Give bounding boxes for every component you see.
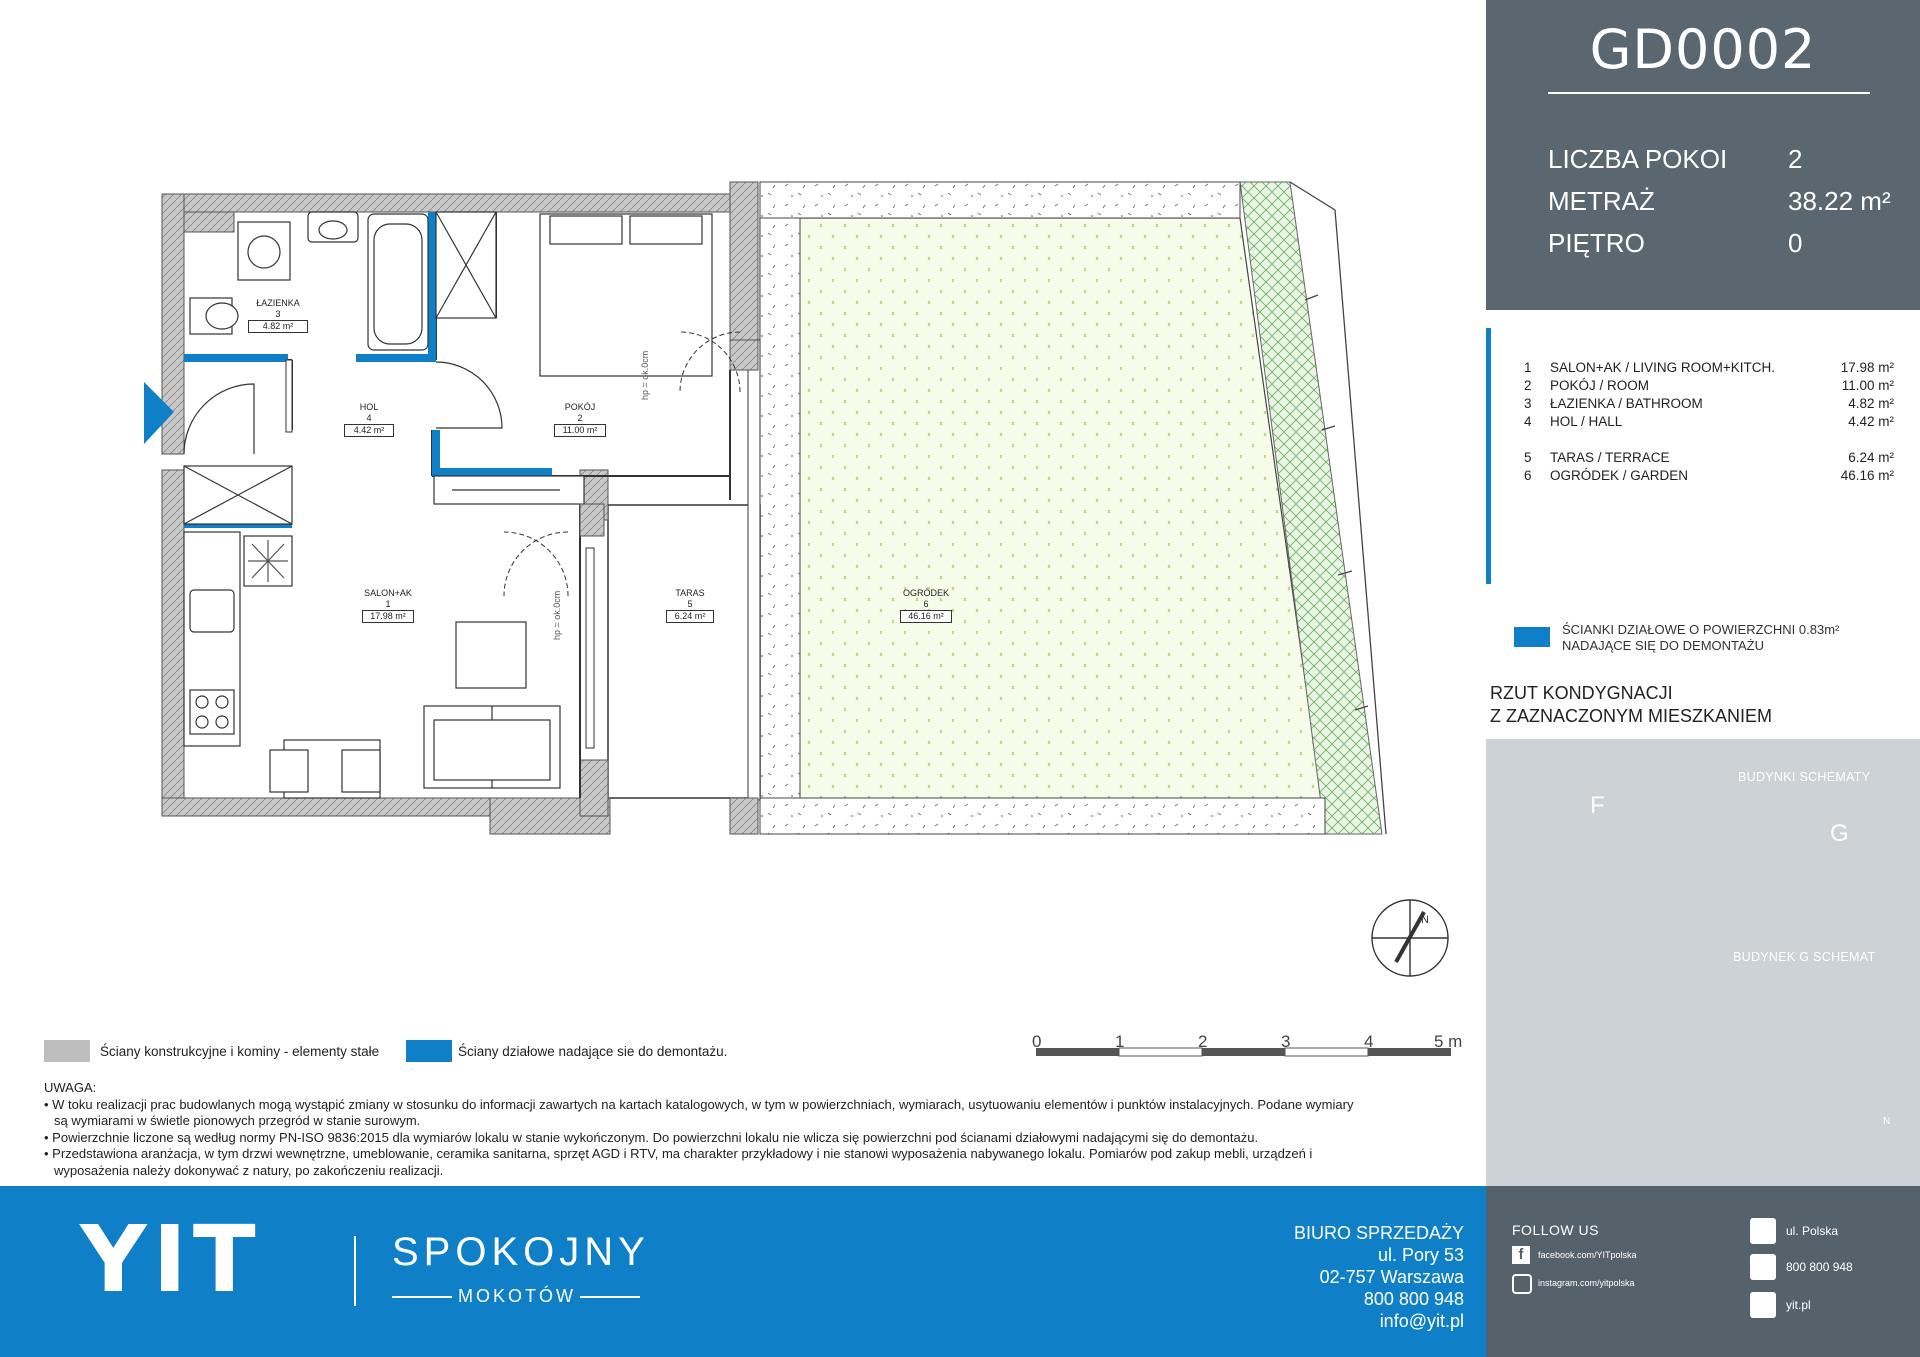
title-underline [1548, 92, 1870, 94]
stat-rooms-label: LICZBA POKOI [1548, 144, 1728, 174]
grey-wall-legend-swatch [44, 1040, 90, 1062]
phone-icon [1750, 1254, 1776, 1280]
notes-line: wyposażenia należy dokonywać z natury, po zakończeniu realizacji. [54, 1162, 444, 1178]
instagram-link[interactable]: instagram.com/yitpolska [1538, 1278, 1635, 1288]
buildings-schema-label: BUDYNKI SCHEMATY [1738, 770, 1871, 784]
stat-floor-label: PIĘTRO [1548, 228, 1645, 258]
grey-wall-legend-text: Ściany konstrukcyjne i kominy - elementy stałe [100, 1044, 380, 1059]
label-lazienka: ŁAZIENKA 3 4.82 m² [248, 298, 308, 333]
garden-area [760, 218, 1322, 800]
footer-bar [0, 1186, 1486, 1357]
stat-floor-value: 0 [1788, 228, 1803, 258]
terrace-area [608, 505, 760, 798]
scale-tick: 4 [1364, 1032, 1374, 1051]
floor-key-title: RZUT KONDYGNACJI Z ZAZNACZONYM MIESZKANIEM [1490, 683, 1773, 726]
scale-bar [1036, 1048, 1451, 1056]
threshold-note-bedroom: hp = ok.0cm [640, 350, 650, 400]
notes-line: • Przedstawiona aranżacja, w tym drzwi wewnętrzne, umeblowanie, ceramika sanitarna, sprzęt AGD i RTV, ma charakter przykładowy i nie stanowi wyposażenia nabywanego lokalu. Pomiarów pod zakup mebli, urządzeń i [44, 1146, 1313, 1161]
apartment-summary-panel [1486, 0, 1920, 310]
follow-us-label: FOLLOW US [1512, 1222, 1599, 1238]
stat-area-value: 38.22 m² [1788, 186, 1891, 216]
threshold-note-living: hp = ok.0cm [552, 590, 562, 640]
phone-text[interactable]: 800 800 948 [1786, 1260, 1853, 1274]
building-g-letter: G [1830, 820, 1849, 847]
building-g-schema-label: BUDYNEK G SCHEMAT [1733, 950, 1876, 964]
logo-divider [354, 1236, 356, 1306]
instagram-icon[interactable] [1512, 1274, 1532, 1294]
brand-rule-right [580, 1296, 640, 1298]
sales-office-phone[interactable]: 800 800 948 [1363, 1289, 1464, 1309]
heart-icon [1750, 1292, 1776, 1318]
scale-tick: 1 [1115, 1032, 1125, 1051]
schema-north-label: N [1883, 1116, 1891, 1127]
scale-tick: 0 [1032, 1032, 1042, 1051]
facebook-icon[interactable]: f [1512, 1246, 1530, 1264]
facebook-link[interactable]: facebook.com/YITpolska [1538, 1250, 1637, 1260]
partition-note: ŚCIANKI DZIAŁOWE O POWIERZCHNI 0.83m² NADAJĄCE SIĘ DO DEMONTAŻU [1562, 622, 1840, 653]
blue-wall-legend-swatch [406, 1040, 452, 1062]
scale-tick: 5 m [1434, 1032, 1463, 1051]
sales-office-city: 02-757 Warszawa [1319, 1267, 1464, 1287]
label-hol: HOL 4 4.42 m² [344, 402, 394, 437]
blue-wall-legend-text: Ściany działowe nadające sie do demontażu. [458, 1044, 728, 1059]
stat-area-label: METRAŻ [1548, 186, 1655, 216]
notes-line: • Powierzchnie liczone są według normy PN-ISO 9836:2015 dla wymiarów lokalu w stanie wykończonym. Do powierzchni lokalu nie wlicza się powierzchni pod ścianami działowymi nadającymi się do demontażu. [44, 1129, 1259, 1145]
sales-office-title: BIURO SPRZEDAŻY [1293, 1223, 1464, 1243]
label-ogrodek: OGRÓDEK 6 46.16 m² [900, 588, 952, 623]
label-salon: SALON+AK 1 17.98 m² [362, 588, 414, 623]
gravel-left [760, 218, 800, 798]
sales-office-street: ul. Pory 53 [1377, 1245, 1464, 1265]
location-icon [1750, 1218, 1776, 1244]
building-f-letter: F [1590, 792, 1605, 819]
scale-tick: 3 [1281, 1032, 1291, 1051]
yit-logo: YIT [80, 1206, 262, 1313]
gravel-top [760, 182, 1240, 218]
north-label: N [1421, 914, 1429, 926]
brand-subtitle: MOKOTÓW [458, 1286, 576, 1306]
sales-office [1294, 1222, 1464, 1332]
address-text: ul. Polska [1786, 1224, 1839, 1238]
brand-rule-left [392, 1296, 452, 1298]
label-pokoj: POKÓJ 2 11.00 m² [554, 402, 606, 437]
room-list-accent-bar [1486, 328, 1491, 584]
north-compass [1372, 900, 1448, 976]
partition-legend-swatch [1514, 627, 1550, 647]
notes-section [44, 1080, 1414, 1179]
notes-line: • W toku realizacji prac budowlanych mogą wystąpić zmiany w stosunku do informacji zawartych na kartach katalogowych, w tym w powierzchniach, wymiarach, usytuowaniu elementów i punktów instalacyjnych. Podane wymiary [44, 1096, 1354, 1112]
scale-tick: 2 [1198, 1032, 1208, 1051]
brand-name: SPOKOJNY [392, 1230, 650, 1274]
gravel-bottom [760, 798, 1325, 834]
website-text[interactable]: yit.pl [1786, 1298, 1811, 1312]
apartment-code: GD0002 [1589, 18, 1817, 81]
notes-title: UWAGA: [44, 1080, 97, 1095]
stat-rooms-value: 2 [1788, 144, 1803, 174]
label-taras: TARAS 5 6.24 m² [666, 588, 714, 623]
sales-office-email[interactable]: info@yit.pl [1379, 1311, 1464, 1331]
social-contact-panel [1486, 1186, 1920, 1357]
notes-line: są wymiarami w świetle pionowych przegród w stanie surowym. [54, 1113, 421, 1128]
